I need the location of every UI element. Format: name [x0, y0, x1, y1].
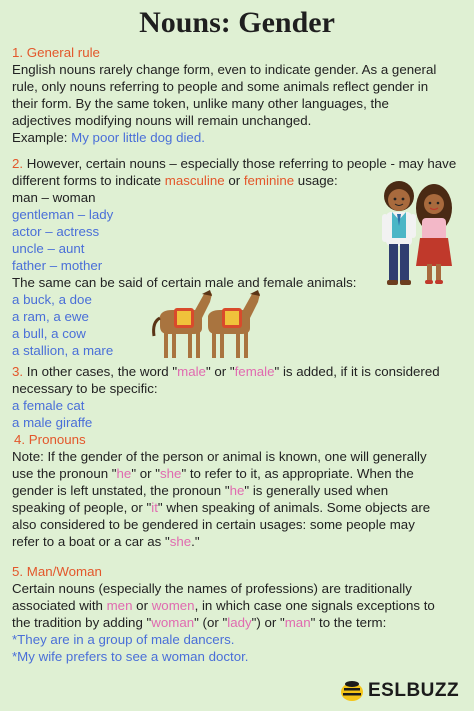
paragraph-line: Note: If the gender of the person or animal is known, one will generally	[12, 449, 427, 464]
example-text: My poor little dog died.	[71, 130, 205, 145]
section-heading: 5. Man/Woman	[12, 564, 102, 579]
man-figure	[382, 181, 416, 285]
couple-illustration	[372, 176, 462, 288]
bee-icon	[340, 680, 364, 702]
example-line: *They are in a group of male dancers.	[12, 632, 235, 647]
eslbuzz-logo	[340, 678, 459, 704]
paragraph-line: 2. However, certain nouns – especially those referring to people - may have	[12, 156, 457, 171]
horses-illustration	[150, 288, 262, 362]
paragraph-line: 3. In other cases, the word "male" or "female" is added, if it is considered	[12, 364, 440, 379]
woman-figure	[416, 184, 452, 284]
list-item: actor – actress	[12, 224, 100, 239]
paragraph-line: their form. By the same token, unlike many other languages, the	[12, 96, 389, 111]
list-item: father – mother	[12, 258, 103, 273]
logo-text: ESLBUZZ	[368, 680, 460, 701]
section-general-rule	[12, 44, 436, 146]
list-item: uncle – aunt	[12, 241, 85, 256]
list-item: a female cat	[12, 398, 85, 413]
paragraph-line: also considered to be gendered in certain usages: some people may	[12, 517, 415, 532]
paragraph-line: the tradition by adding "woman" (or "lady") or "man" to the term:	[12, 615, 387, 630]
paragraph-line: speaking of people, or "it" when speaking of animals. Some objects are	[12, 500, 431, 515]
list-item: a bull, a cow	[12, 326, 86, 341]
paragraph-line: English nouns rarely change form, even to indicate gender. As a general	[12, 62, 437, 77]
paragraph-line: associated with men or women, in which case one signals exceptions to	[12, 598, 435, 613]
paragraph-line: refer to a boat or a car as "she."	[12, 534, 200, 549]
section-male-female-word	[12, 363, 440, 431]
paragraph-line: necessary to be specific:	[12, 381, 158, 396]
list-item: man – woman	[12, 190, 96, 205]
list-item: gentleman – lady	[12, 207, 114, 222]
paragraph-line: use the pronoun "he" or "she" to refer to it, as appropriate. When the	[12, 466, 414, 481]
section-heading: 4. Pronouns	[14, 432, 86, 447]
list-item: a ram, a ewe	[12, 309, 89, 324]
example-line: *My wife prefers to see a woman doctor.	[12, 649, 249, 664]
horse-left	[154, 290, 212, 358]
section-pronouns	[12, 431, 430, 550]
example-line: Example: My poor little dog died.	[12, 130, 205, 145]
list-item: a stallion, a mare	[12, 343, 114, 358]
paragraph-line: adjectives modifying nouns will remain unchanged.	[12, 113, 312, 128]
paragraph-line: gender is left unstated, the pronoun "he" is generally used when	[12, 483, 389, 498]
list-item: a buck, a doe	[12, 292, 92, 307]
paragraph-line: Certain nouns (especially the names of professions) are traditionally	[12, 581, 412, 596]
paragraph-line: rule, only nouns referring to people and some animals reflect gender in	[12, 79, 429, 94]
section-heading: 1. General rule	[12, 45, 100, 60]
paragraph-line: The same can be said of certain male and female animals:	[12, 275, 357, 290]
list-item: a male giraffe	[12, 415, 93, 430]
paragraph-line: different forms to indicate masculine or feminine usage:	[12, 173, 338, 188]
page-title: Nouns: Gender	[139, 6, 335, 39]
horse-right	[208, 290, 260, 358]
section-man-woman	[12, 563, 435, 665]
